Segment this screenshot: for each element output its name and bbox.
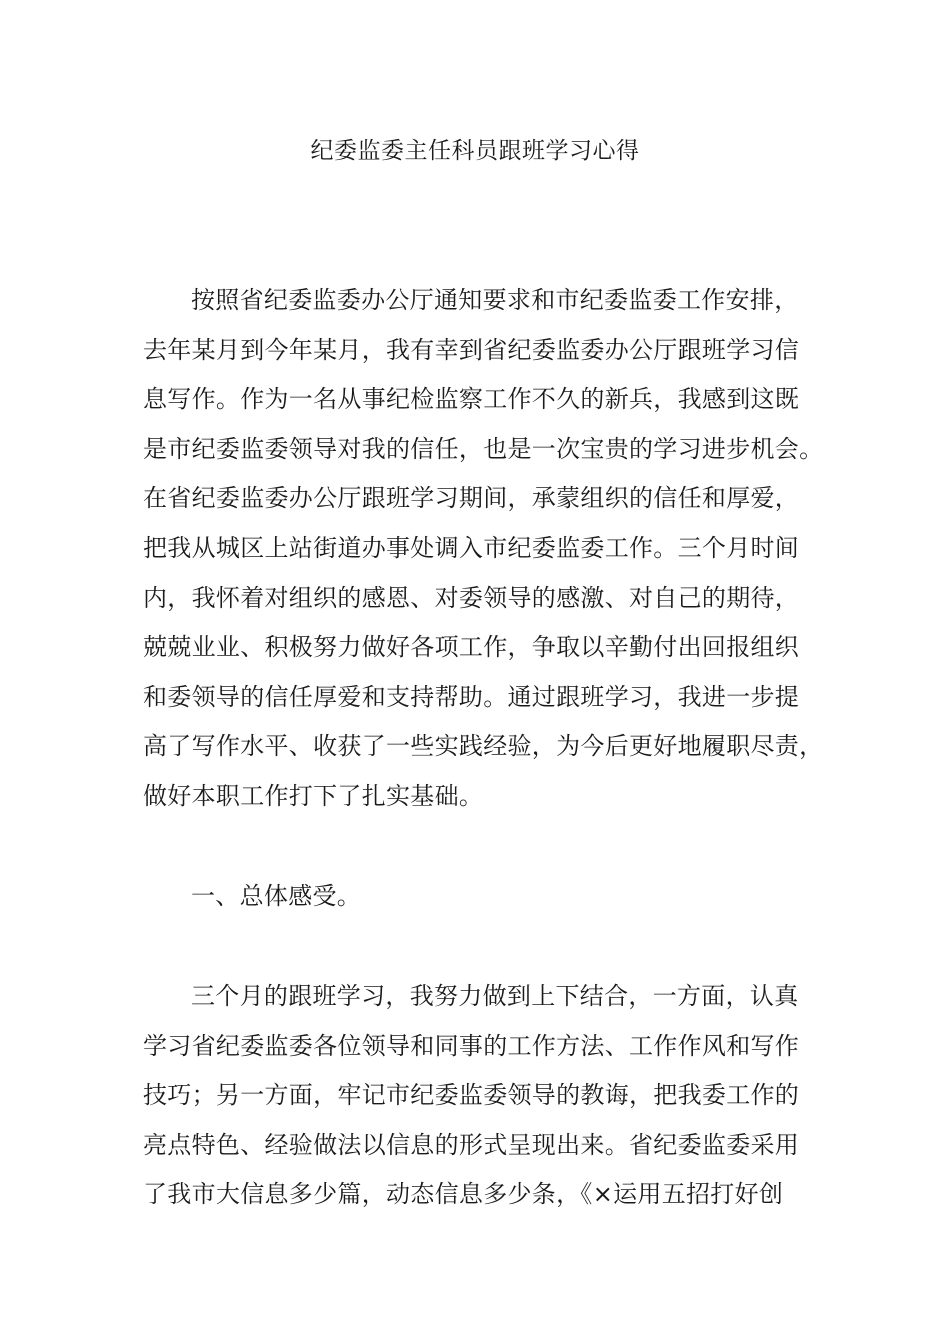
paragraph-line: 技巧；另一方面，牢记市纪委监委领导的教诲，把我委工作的 [143, 1081, 800, 1110]
paragraph-line: 在省纪委监委办公厅跟班学习期间，承蒙组织的信任和厚爱， [143, 484, 800, 513]
paragraph-line: 去年某月到今年某月，我有幸到省纪委监委办公厅跟班学习信 [143, 335, 800, 364]
paragraph-line: 做好本职工作打下了扎实基础。 [143, 781, 484, 810]
paragraph-line: 按照省纪委监委办公厅通知要求和市纪委监委工作安排， [191, 286, 799, 314]
paragraph-line: 三个月的跟班学习，我努力做到上下结合，一方面，认真 [191, 982, 799, 1010]
paragraph-line: 亮点特色、经验做法以信息的形式呈现出来。省纪委监委采用 [143, 1130, 800, 1159]
paragraph-line: 是市纪委监委领导对我的信任，也是一次宝贵的学习进步机会。 [143, 434, 824, 463]
paragraph-line: 息写作。作为一名从事纪检监察工作不久的新兵，我感到这既 [143, 385, 800, 414]
paragraph-line: 和委领导的信任厚爱和支持帮助。通过跟班学习，我进一步提 [143, 682, 800, 711]
document-title: 纪委监委主任科员跟班学习心得 [310, 138, 640, 164]
paragraph-line: 内，我怀着对组织的感恩、对委领导的感激、对自己的期待， [143, 583, 800, 612]
paragraph-section-1 [143, 972, 823, 1220]
paragraph-line: 学习省纪委监委各位领导和同事的工作方法、工作作风和写作 [143, 1031, 800, 1060]
section-heading [143, 872, 823, 922]
paragraph-line: 兢兢业业、积极努力做好各项工作，争取以辛勤付出回报组织 [143, 633, 800, 662]
paragraph-line: 高了写作水平、收获了一些实践经验，为今后更好地履职尽责， [143, 732, 824, 761]
paragraph-intro [143, 276, 823, 822]
paragraph-line: 了我市大信息多少篇，动态信息多少条，《×运用五招打好创 [143, 1180, 784, 1209]
paragraph-line: 把我从城区上站街道办事处调入市纪委监委工作。三个月时间 [143, 533, 800, 562]
section-heading-text: 一、总体感受。 [191, 882, 362, 910]
